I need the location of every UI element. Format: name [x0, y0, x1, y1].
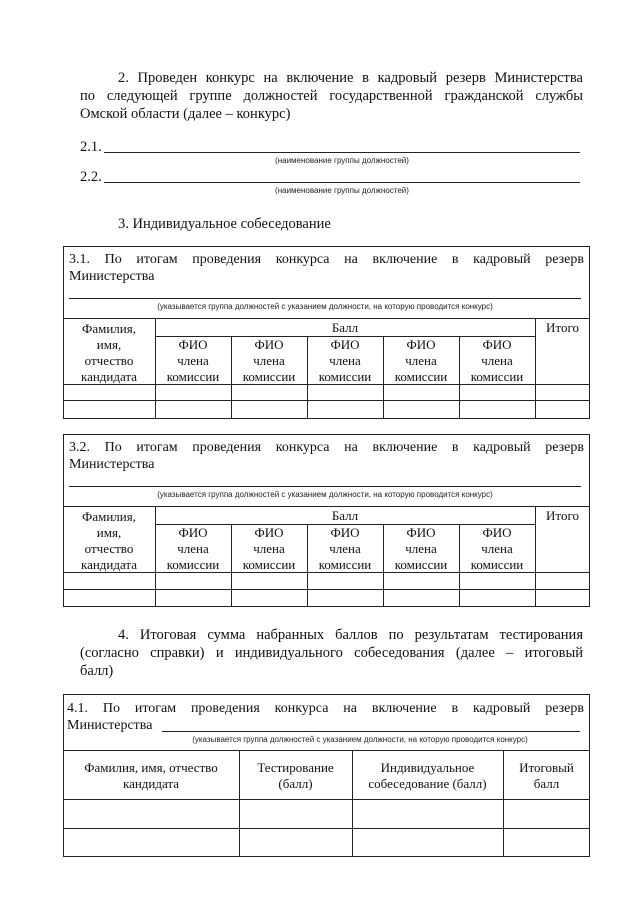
table-3-2-caption: (указывается группа должностей с указанием должности, на которую проводится конкурс) [157, 490, 493, 499]
section2-para-line3: Омской области (далее – конкурс) [80, 106, 291, 122]
section4-para-line2: (согласно справки) и индивидуального собеседования (далее – итоговый [80, 645, 583, 661]
item-2-2-caption: (наименование группы должностей) [275, 186, 409, 195]
section4-para-line1: 4. Итоговая сумма набранных баллов по результатам тестирования [118, 627, 583, 643]
table-3-2-title-line1: 3.2. По итогам проведения конкурса на включение в кадровый резерв [69, 440, 584, 455]
table-3-2-fill-line[interactable] [69, 486, 581, 487]
table-3-1-col-member-2: ФИО члена комиссии [242, 337, 296, 384]
item-2-1-number: 2.1. [80, 139, 102, 155]
table-4-1-fill-line[interactable] [162, 731, 580, 732]
table-3-2-col-total: Итого [546, 508, 579, 523]
table-3-2-col-member-5: ФИО члена комиссии [470, 525, 524, 572]
section2-para-line2: по следующей группе должностей государственной гражданской службы [80, 88, 583, 104]
table-3-2-title-line2: Министерства [69, 457, 155, 472]
table-3-2-col-member-2: ФИО члена комиссии [242, 525, 296, 572]
table-3-2-col-member-3: ФИО члена комиссии [318, 525, 372, 572]
table-3-1-col-member-4: ФИО члена комиссии [394, 337, 448, 384]
table-4-1-title-line2: Министерства [67, 718, 153, 733]
table-4-1-col-testing: Тестирование (балл) [257, 760, 334, 791]
table-3-1-col-member-1: ФИО члена комиссии [166, 337, 220, 384]
section3-heading: 3. Индивидуальное собеседование [118, 216, 331, 232]
table-4-1-title-line1: 4.1. По итогам проведения конкурса на включение в кадровый резерв [67, 701, 584, 716]
table-4-1-col-final: Итоговый балл [519, 760, 574, 791]
table-3-1-col-candidate: Фамилия, имя, отчество кандидата [80, 321, 138, 384]
table-3-1-caption: (указывается группа должностей с указанием должности, на которую проводится конкурс) [157, 302, 493, 311]
table-3-2-col-member-4: ФИО члена комиссии [394, 525, 448, 572]
table-3-1-col-member-3: ФИО члена комиссии [318, 337, 372, 384]
table-4-1-caption: (указывается группа должностей с указанием должности, на которую проводится конкурс) [192, 735, 528, 744]
table-4-1-col-interview: Индивидуальное собеседование (балл) [368, 760, 487, 791]
table-3-2-col-candidate: Фамилия, имя, отчество кандидата [80, 509, 138, 572]
table-4-1-col-candidate: Фамилия, имя, отчество кандидата [84, 760, 218, 791]
table-3-1-col-total: Итого [546, 320, 579, 335]
table-3-1-fill-line[interactable] [69, 298, 581, 299]
table-3-1-col-score: Балл [331, 320, 359, 335]
section2-para-line1: 2. Проведен конкурс на включение в кадровый резерв Министерства [118, 70, 583, 86]
item-2-2-number: 2.2. [80, 169, 102, 185]
section4-para-line3: балл) [80, 663, 114, 679]
table-3-1-title-line1: 3.1. По итогам проведения конкурса на включение в кадровый резерв [69, 252, 584, 267]
table-3-1-col-member-5: ФИО члена комиссии [470, 337, 524, 384]
table-3-2-col-member-1: ФИО члена комиссии [166, 525, 220, 572]
table-3-2-col-score: Балл [331, 508, 359, 523]
item-2-2-fill-line[interactable] [104, 182, 580, 183]
table-3-1-title-line2: Министерства [69, 269, 155, 284]
item-2-1-fill-line[interactable] [104, 152, 580, 153]
item-2-1-caption: (наименование группы должностей) [275, 156, 409, 165]
